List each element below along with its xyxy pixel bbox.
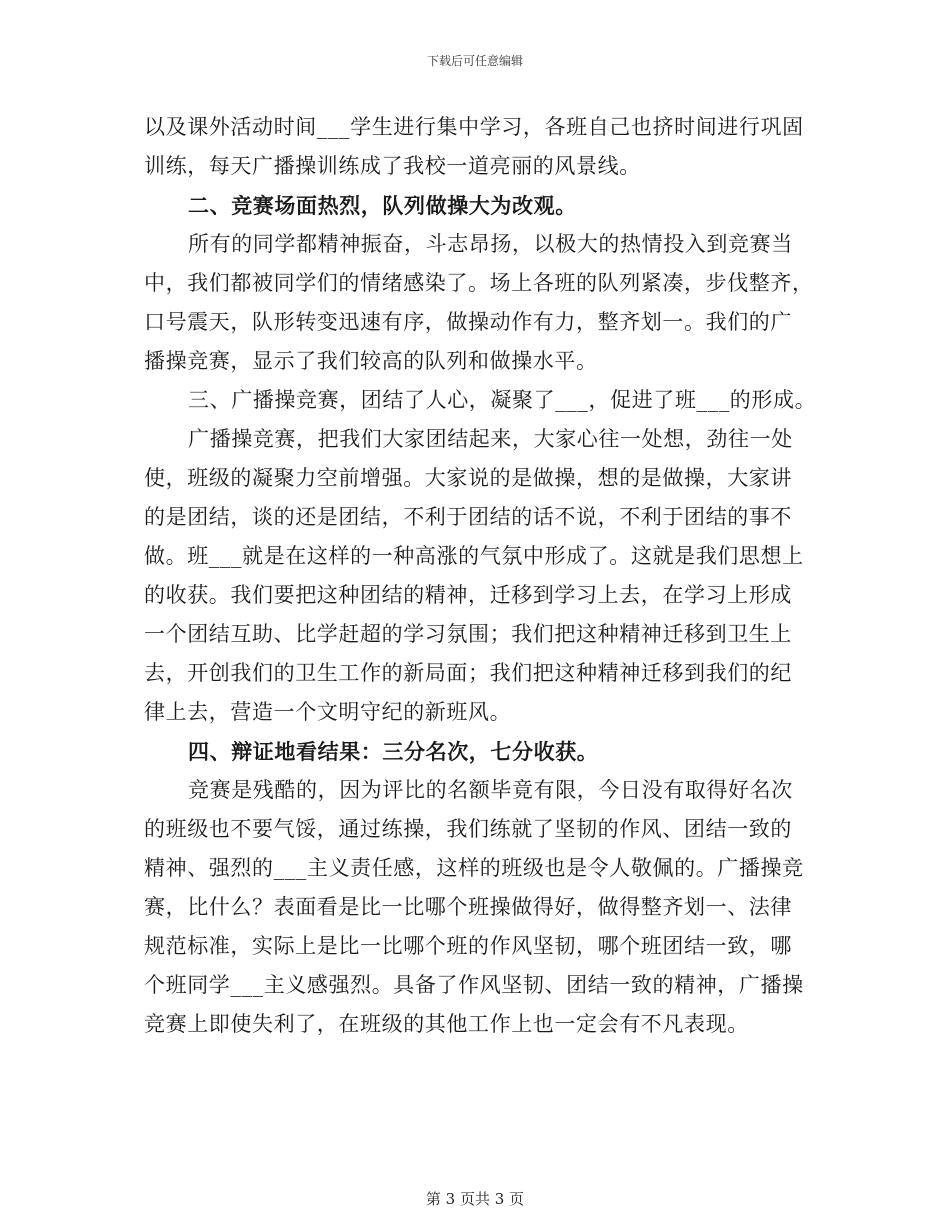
line-text: 二、竞赛场面热烈，队列做操大为改观。 [188, 193, 577, 218]
paragraph-line [144, 654, 814, 693]
line-text: 律上去，营造一个文明守纪的新班风。 [144, 700, 512, 724]
paragraph-line [144, 264, 814, 303]
line-text: 的班级也不要气馁，通过练操，我们练就了坚韧的作风、团结一致的 [144, 817, 792, 841]
paragraph-line [144, 810, 814, 849]
line-text: 训练，每天广播操训练成了我校一道亮丽的风景线。 [144, 154, 641, 178]
line-text: 竞赛上即使失利了，在班级的其他工作上也一定会有不凡表现。 [144, 1012, 749, 1036]
paragraph-line [144, 849, 814, 888]
line-text: 口号震天，队形转变迅速有序，做操动作有力，整齐划一。我们的广 [144, 310, 792, 334]
line-text: 规范标准，实际上是比一比哪个班的作风坚韧，哪个班团结一致，哪 [144, 934, 792, 958]
section-heading-2 [144, 186, 814, 225]
line-text: 赛，比什么？表面看是比一比哪个班操做得好，做得整齐划一、法律 [144, 895, 792, 919]
line-text: 做。班___就是在这样的一种高涨的气氛中形成了。这就是我们思想上 [144, 544, 804, 568]
line-text: 竞赛是残酷的，因为评比的名额毕竟有限，今日没有取得好名次 [188, 778, 793, 802]
paragraph-line [144, 888, 814, 927]
paragraph-line [144, 303, 814, 342]
page-number: 第 3 页共 3 页 [425, 1190, 525, 1208]
paragraph-line [144, 615, 814, 654]
line-text: 所有的同学都精神振奋，斗志昂扬，以极大的热情投入到竞赛当 [188, 232, 793, 256]
paragraph-line [144, 420, 814, 459]
page-header: 下载后可任意编辑 [426, 54, 523, 68]
document-body [144, 108, 817, 1044]
paragraph-line [144, 693, 814, 732]
paragraph-line [144, 342, 814, 381]
section-heading-4 [144, 732, 814, 771]
line-text: 广播操竞赛，把我们大家团结起来，大家心往一处想，劲往一处 [188, 427, 793, 451]
paragraph-line [144, 927, 814, 966]
paragraph-line [144, 225, 814, 264]
paragraph-line [144, 966, 814, 1005]
line-text: 去，开创我们的卫生工作的新局面；我们把这种精神迁移到我们的纪 [144, 661, 792, 685]
paragraph-line [144, 147, 814, 186]
paragraph-line [144, 576, 814, 615]
paragraph-line [144, 771, 814, 810]
line-text: 的是团结，谈的还是团结，不利于团结的话不说，不利于团结的事不 [144, 505, 792, 529]
paragraph-line [144, 537, 814, 576]
line-text: 中，我们都被同学们的情绪感染了。场上各班的队列紧凑，步伐整齐， [144, 271, 814, 295]
line-text: 三、广播操竞赛，团结了人心，凝聚了___，促进了班___的形成。 [188, 388, 817, 412]
line-text: 四、辩证地看结果：三分名次，七分收获。 [188, 739, 599, 764]
line-text: 以及课外活动时间___学生进行集中学习，各班自己也挤时间进行巩固 [144, 115, 804, 139]
paragraph-line [144, 459, 814, 498]
paragraph-line [144, 1005, 814, 1044]
line-text: 播操竞赛，显示了我们较高的队列和做操水平。 [144, 349, 598, 373]
line-text: 使，班级的凝聚力空前增强。大家说的是做操，想的是做操，大家讲 [144, 466, 792, 490]
paragraph-line [144, 108, 814, 147]
line-text: 个班同学___主义感强烈。具备了作风坚韧、团结一致的精神，广播操 [144, 973, 804, 997]
paragraph-line [144, 498, 814, 537]
line-text: 精神、强烈的___主义责任感，这样的班级也是令人敬佩的。广播操竞 [144, 856, 804, 880]
line-text: 一个团结互助、比学赶超的学习氛围；我们把这种精神迁移到卫生上 [144, 622, 792, 646]
section-heading-3 [144, 381, 817, 420]
line-text: 的收获。我们要把这种团结的精神，迁移到学习上去，在学习上形成 [144, 583, 792, 607]
